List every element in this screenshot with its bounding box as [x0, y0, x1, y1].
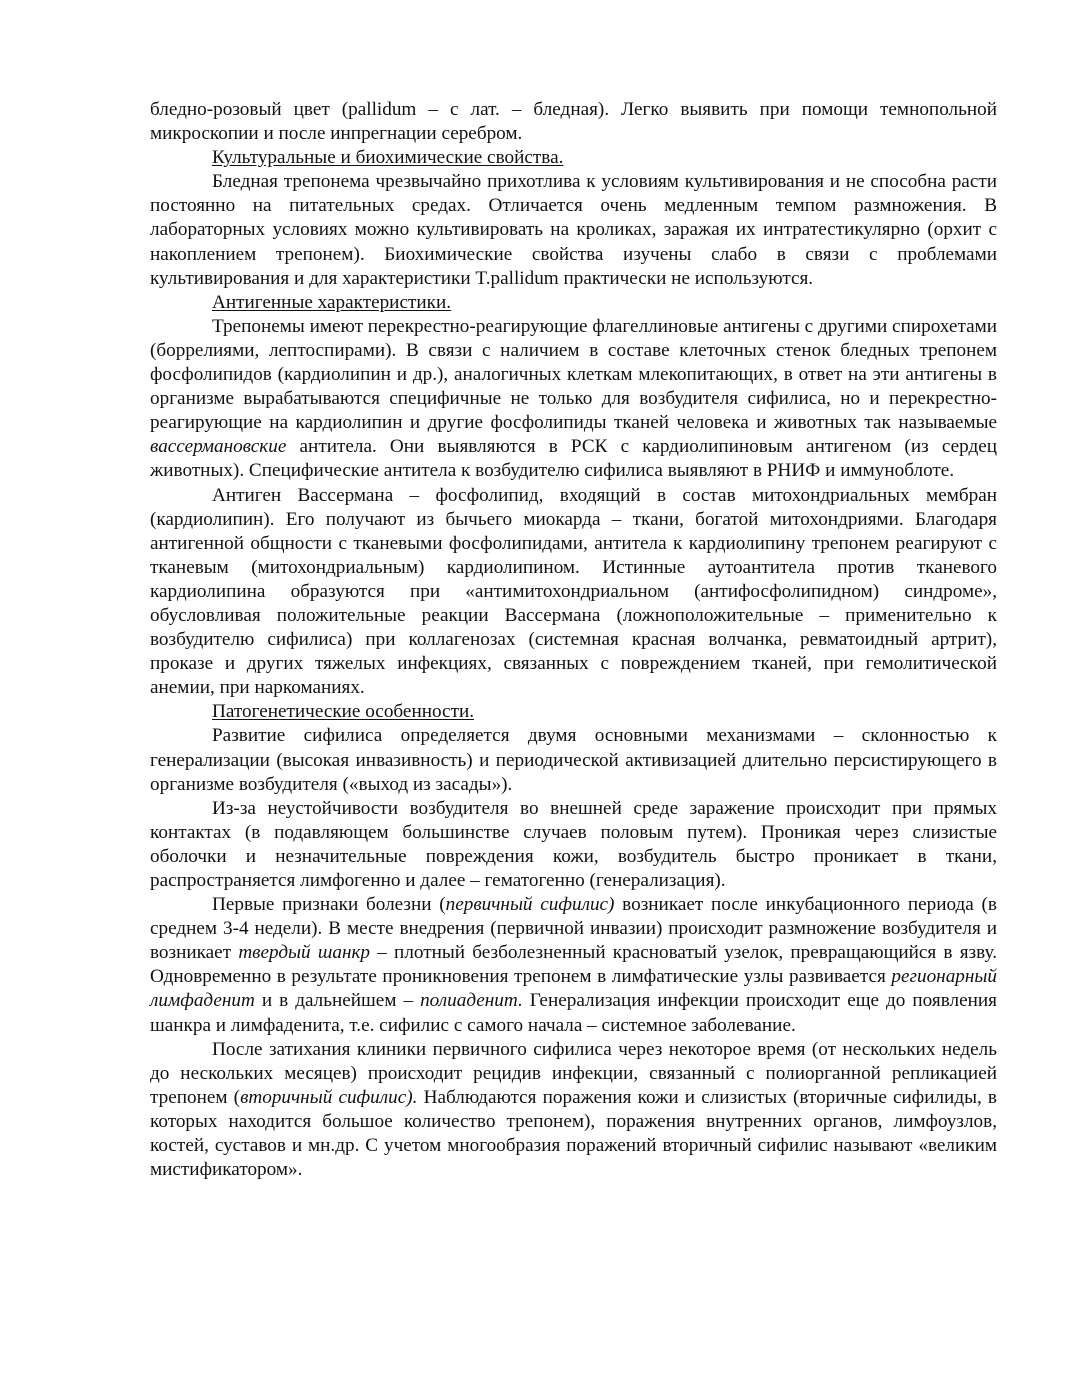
text-segment: Генерализация инфекции происходит еще до появления шанкра и лимфаденита, т.е. сифилис с самого начала – системное заболевание. [150, 990, 997, 1036]
heading-text: Культуральные и биохимические свойства. [212, 147, 564, 169]
italic-term: вторичный сифилис). [240, 1086, 418, 1108]
section-heading-cultural [150, 146, 997, 170]
paragraph-antigen-2 [150, 484, 997, 701]
paragraph-antigen-1 [150, 315, 997, 484]
text-segment: После затихания клиники первичного сифилиса через некоторое время (от нескольких недель до нескольких месяцев) происходит рецидив инфекции, связанный с полиорганной репликацией трепонем ( [150, 1038, 997, 1108]
text-segment: Антиген Вассермана – фосфолипид, входящий в состав митохондриальных мембран (кардиолипин). Его получают из бычьего миокарда – ткани, богатой митохондриями. Благодаря антигенной общности с тканевыми фосфолипидами, антитела к кардиолипину трепонем реагируют с тканевым (митохондриальным) кардиолипином. Истинные аутоантитела против тканевого кардиолипина образуются при «антимитохондриальном (антифосфолипидном) синдроме», обусловливая положительные реакции Вассермана (ложноположительные – применительно к возбудителю сифилиса) при коллагенозах (системная красная волчанка, ревматоидный артрит), проказе и других тяжелых инфекциях, связанных с повреждением тканей, при гемолитической анемии, при наркоманиях. [150, 484, 997, 699]
section-heading-antigen [150, 291, 997, 315]
text-segment: и в дальнейшем – [254, 990, 421, 1012]
text-segment: возникает после инкубационного периода (в среднем 3-4 недели). В месте внедрения (первичной инвазии) происходит размножение возбудителя и возникает [150, 894, 997, 964]
italic-term: полиаденит. [420, 990, 523, 1012]
paragraph-pathogenesis-2 [150, 797, 997, 893]
italic-term: вассермановские [150, 436, 287, 458]
text-segment: Наблюдаются поражения кожи и слизистых (вторичные сифилиды, в которых находится большое количество трепонем), поражения внутренних органов, лимфоузлов, костей, суставов и мн.др. С учетом многообразия поражений вторичный сифилис называют «великим мистификатором». [150, 1086, 997, 1181]
text-segment: Из-за неустойчивости возбудителя во внешней среде заражение происходит при прямых контактах (в подавляющем большинстве случаев половым путем). Проникая через слизистые оболочки и незначительные повреждения кожи, возбудитель быстро проникает в ткани, распространяется лимфогенно и далее – гематогенно (генерализация). [150, 797, 997, 891]
italic-term: регионарный лимфаденит [150, 966, 997, 1012]
heading-text: Антигенные характеристики. [212, 291, 452, 313]
section-heading-pathogenesis [150, 700, 997, 724]
paragraph-pathogenesis-1 [150, 724, 997, 796]
paragraph-secondary-syphilis [150, 1038, 997, 1183]
heading-text: Патогенетические особенности. [212, 701, 475, 723]
text-segment: бледно-розовый цвет (pallidum – с лат. – бледная). Легко выявить при помощи темнопольной микроскопии и после инпрегнации серебром. [150, 99, 997, 145]
text-segment: антитела. Они выявляются в РСК с кардиолипиновым антигеном (из сердец животных). Специфические антитела к возбудителю сифилиса выявляют в РНИФ и иммуноблоте. [150, 436, 997, 482]
italic-term: первичный сифилис) [445, 894, 615, 916]
text-segment: Развитие сифилиса определяется двумя основными механизмами – склонностью к генерализации (высокая инвазивность) и периодической активизацией длительно персистирующего в организме возбудителя («выход из засады»). [150, 725, 997, 795]
text-segment: Бледная трепонема чрезвычайно прихотлива к условиям культивирования и не способна расти постоянно на питательных средах. Отличается очень медленным темпом размножения. В лабораторных условиях можно культивировать на кроликах, заражая их интратестикулярно (орхит с накоплением трепонем). Биохимические свойства изучены слабо в связи с проблемами культивирования и для характеристики T.pallidum практически не используются. [150, 171, 997, 289]
text-segment: – плотный безболезненный красноватый узелок, превращающийся в язву. Одновременно в результате проникновения трепонем в лимфатические узлы развивается [150, 942, 997, 988]
italic-term: твердый шанкр [238, 942, 371, 964]
text-segment: Первые признаки болезни ( [212, 894, 446, 916]
paragraph-primary-syphilis [150, 893, 997, 1038]
paragraph-cultural [150, 170, 997, 290]
paragraph-intro [150, 98, 997, 146]
text-segment: Трепонемы имеют перекрестно-реагирующие флагеллиновые антигены с другими спирохетами (боррелиями, лептоспирами). В связи с наличием в составе клеточных стенок бледных трепонем фосфолипидов (кардиолипин и др.), аналогичных клеткам млекопитающих, в ответ на эти антигены в организме вырабатываются специфичные не только для возбудителя сифилиса, но и перекрестно-реагирующие на кардиолипин и другие фосфолипиды тканей человека и животных так называемые [150, 315, 997, 434]
document-page [150, 98, 997, 1182]
